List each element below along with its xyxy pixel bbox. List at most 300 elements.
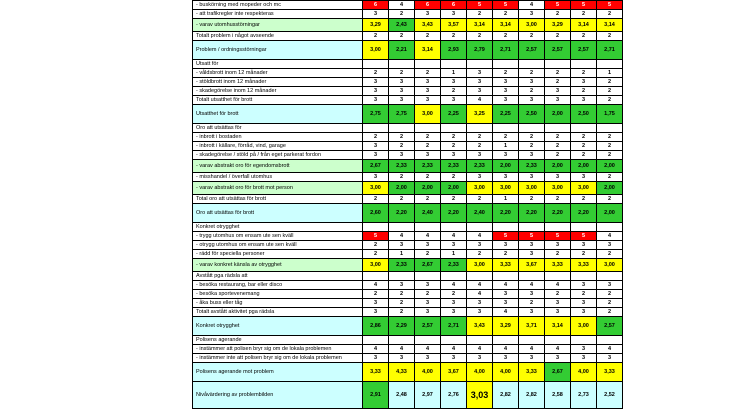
section-header-row bbox=[193, 336, 623, 345]
value-cell: 2,57 bbox=[415, 317, 441, 336]
row-label: - skadegörelse / stöld på / från eget parkerat fordon bbox=[193, 151, 363, 160]
value-cell: 5 bbox=[597, 1, 623, 10]
value-cell: 3,00 bbox=[363, 259, 389, 272]
value-cell bbox=[415, 223, 441, 232]
value-cell: 3 bbox=[389, 354, 415, 363]
value-cell: 4 bbox=[389, 232, 415, 241]
value-cell: 2 bbox=[389, 32, 415, 41]
value-cell: 4 bbox=[389, 345, 415, 354]
table-row bbox=[193, 299, 623, 308]
table-row bbox=[193, 96, 623, 105]
section-header-row bbox=[193, 124, 623, 133]
section-header-row bbox=[193, 60, 623, 69]
value-cell: 2,33 bbox=[441, 259, 467, 272]
value-cell: 2,20 bbox=[519, 204, 545, 223]
value-cell: 3 bbox=[571, 173, 597, 182]
value-cell: 3 bbox=[493, 299, 519, 308]
value-cell: 3 bbox=[467, 87, 493, 96]
value-cell: 2 bbox=[467, 250, 493, 259]
row-label: - att trafikregler inte respekteras bbox=[193, 10, 363, 19]
value-cell: 2,00 bbox=[415, 182, 441, 195]
value-cell: 3 bbox=[363, 151, 389, 160]
value-cell: 2 bbox=[415, 32, 441, 41]
value-cell: 2,75 bbox=[363, 105, 389, 124]
value-cell: 2,50 bbox=[571, 105, 597, 124]
value-cell: 3 bbox=[493, 173, 519, 182]
value-cell: 6 bbox=[363, 1, 389, 10]
value-cell: 2,33 bbox=[415, 160, 441, 173]
table-row bbox=[193, 250, 623, 259]
value-cell: 3 bbox=[441, 151, 467, 160]
value-cell: 4 bbox=[441, 281, 467, 290]
value-cell: 2 bbox=[519, 32, 545, 41]
value-cell: 2,20 bbox=[441, 204, 467, 223]
value-cell: 4 bbox=[493, 308, 519, 317]
value-cell: 3 bbox=[493, 87, 519, 96]
value-cell: 2 bbox=[571, 290, 597, 299]
value-cell: 2 bbox=[519, 299, 545, 308]
value-cell: 5 bbox=[545, 232, 571, 241]
value-cell bbox=[493, 272, 519, 281]
value-cell: 2 bbox=[545, 290, 571, 299]
value-cell: 2 bbox=[571, 195, 597, 204]
row-label: Avstått pga rädsla att bbox=[193, 272, 363, 281]
value-cell: 2 bbox=[363, 133, 389, 142]
value-cell: 3,00 bbox=[363, 41, 389, 60]
value-cell: 4 bbox=[493, 345, 519, 354]
value-cell: 4,33 bbox=[389, 363, 415, 382]
value-cell: 4 bbox=[415, 232, 441, 241]
row-label: Polisens agerande mot problem bbox=[193, 363, 363, 382]
value-cell: 2,20 bbox=[493, 204, 519, 223]
value-cell: 3,00 bbox=[519, 182, 545, 195]
value-cell: 2 bbox=[597, 299, 623, 308]
value-cell: 2 bbox=[597, 308, 623, 317]
value-cell bbox=[571, 60, 597, 69]
value-cell: 2 bbox=[441, 133, 467, 142]
table-row bbox=[193, 281, 623, 290]
value-cell: 3,67 bbox=[519, 259, 545, 272]
total-row bbox=[193, 363, 623, 382]
value-cell: 3,29 bbox=[363, 19, 389, 32]
value-cell: 2,40 bbox=[467, 204, 493, 223]
value-cell: 5 bbox=[519, 232, 545, 241]
value-cell: 3,14 bbox=[545, 317, 571, 336]
value-cell bbox=[545, 223, 571, 232]
value-cell: 5 bbox=[363, 232, 389, 241]
value-cell: 2 bbox=[493, 250, 519, 259]
value-cell: 2 bbox=[519, 87, 545, 96]
row-label: Nivåvärdering av problembilden bbox=[193, 382, 363, 409]
table-row bbox=[193, 173, 623, 182]
value-cell bbox=[571, 272, 597, 281]
value-cell: 2 bbox=[597, 32, 623, 41]
value-cell: 2 bbox=[441, 173, 467, 182]
value-cell bbox=[597, 60, 623, 69]
value-cell: 3 bbox=[571, 96, 597, 105]
value-cell: 2,67 bbox=[415, 259, 441, 272]
value-cell bbox=[467, 272, 493, 281]
value-cell: 3 bbox=[441, 308, 467, 317]
value-cell: 3,00 bbox=[363, 182, 389, 195]
value-cell: 4 bbox=[363, 281, 389, 290]
value-cell: 4 bbox=[363, 345, 389, 354]
value-cell bbox=[415, 272, 441, 281]
value-cell: 4 bbox=[467, 281, 493, 290]
value-cell: 2,00 bbox=[545, 105, 571, 124]
value-cell: 3 bbox=[363, 87, 389, 96]
value-cell: 3 bbox=[571, 345, 597, 354]
value-cell: 2,29 bbox=[389, 317, 415, 336]
value-cell: 4 bbox=[389, 1, 415, 10]
table-row bbox=[193, 195, 623, 204]
table-row bbox=[193, 345, 623, 354]
value-cell: 2 bbox=[441, 195, 467, 204]
value-cell: 3,33 bbox=[597, 363, 623, 382]
value-cell: 5 bbox=[545, 1, 571, 10]
table-row bbox=[193, 1, 623, 10]
value-cell: 2 bbox=[597, 250, 623, 259]
value-cell: 3 bbox=[545, 241, 571, 250]
value-cell: 2 bbox=[363, 69, 389, 78]
value-cell: 2,00 bbox=[571, 160, 597, 173]
value-cell: 3,00 bbox=[545, 182, 571, 195]
value-cell: 3 bbox=[545, 87, 571, 96]
row-label: Problem / ordningsstörningar bbox=[193, 41, 363, 60]
value-cell: 3 bbox=[363, 354, 389, 363]
value-cell: 3 bbox=[415, 87, 441, 96]
value-cell: 3 bbox=[441, 96, 467, 105]
value-cell: 2 bbox=[493, 133, 519, 142]
value-cell: 2,57 bbox=[545, 41, 571, 60]
value-cell: 4 bbox=[441, 232, 467, 241]
value-cell: 2,75 bbox=[389, 105, 415, 124]
row-label: Totalt problem i något avseende bbox=[193, 32, 363, 41]
value-cell: 2,21 bbox=[389, 41, 415, 60]
value-cell: 1 bbox=[441, 250, 467, 259]
value-cell: 4 bbox=[467, 232, 493, 241]
value-cell: 3 bbox=[545, 354, 571, 363]
value-cell: 2,82 bbox=[519, 382, 545, 409]
value-cell: 3 bbox=[363, 142, 389, 151]
value-cell bbox=[389, 60, 415, 69]
row-label: - besöka sportevenemang bbox=[193, 290, 363, 299]
value-cell: 2,33 bbox=[519, 160, 545, 173]
value-cell: 2 bbox=[441, 142, 467, 151]
value-cell bbox=[389, 272, 415, 281]
section-header-row bbox=[193, 272, 623, 281]
row-label: - besöka restaurang, bar eller disco bbox=[193, 281, 363, 290]
value-cell: 3 bbox=[415, 151, 441, 160]
value-cell bbox=[493, 60, 519, 69]
value-cell: 3,33 bbox=[571, 259, 597, 272]
value-cell: 2,57 bbox=[597, 317, 623, 336]
value-cell: 3,14 bbox=[467, 19, 493, 32]
value-cell: 2,73 bbox=[571, 382, 597, 409]
value-cell: 2 bbox=[415, 290, 441, 299]
value-cell: 3,43 bbox=[415, 19, 441, 32]
value-cell: 3,33 bbox=[519, 363, 545, 382]
value-cell: 2 bbox=[415, 173, 441, 182]
value-cell: 2 bbox=[571, 133, 597, 142]
value-cell bbox=[441, 336, 467, 345]
value-cell: 2,48 bbox=[389, 382, 415, 409]
value-cell: 2 bbox=[597, 78, 623, 87]
value-cell: 1 bbox=[389, 250, 415, 259]
table-row bbox=[193, 151, 623, 160]
row-label: - inbrott i bostaden bbox=[193, 133, 363, 142]
value-cell: 4 bbox=[493, 281, 519, 290]
value-cell: 2 bbox=[389, 173, 415, 182]
value-cell: 2 bbox=[389, 133, 415, 142]
value-cell bbox=[545, 60, 571, 69]
row-label: - inbrott i källare, förråd, vind, garage bbox=[193, 142, 363, 151]
value-cell: 3,14 bbox=[571, 19, 597, 32]
value-cell: 3,14 bbox=[415, 41, 441, 60]
value-cell: 2 bbox=[363, 250, 389, 259]
value-cell: 2,20 bbox=[389, 204, 415, 223]
value-cell: 2 bbox=[363, 32, 389, 41]
value-cell: 3 bbox=[571, 241, 597, 250]
value-cell bbox=[493, 336, 519, 345]
value-cell: 2,33 bbox=[389, 160, 415, 173]
value-cell: 2,00 bbox=[545, 160, 571, 173]
value-cell: 4 bbox=[467, 290, 493, 299]
value-cell: 3 bbox=[519, 241, 545, 250]
value-cell: 2 bbox=[389, 299, 415, 308]
value-cell: 3 bbox=[571, 78, 597, 87]
value-cell: 3 bbox=[545, 96, 571, 105]
value-cell: 3 bbox=[545, 308, 571, 317]
value-cell: 2 bbox=[597, 10, 623, 19]
value-cell: 4 bbox=[441, 345, 467, 354]
value-cell: 2,20 bbox=[545, 204, 571, 223]
row-label: Oro att utsättas för brott bbox=[193, 204, 363, 223]
value-cell: 3,33 bbox=[493, 259, 519, 272]
table-row bbox=[193, 32, 623, 41]
value-cell: 2,00 bbox=[493, 160, 519, 173]
value-cell: 3,00 bbox=[571, 182, 597, 195]
value-cell: 3 bbox=[545, 173, 571, 182]
section-header-row bbox=[193, 223, 623, 232]
value-cell: 3 bbox=[519, 354, 545, 363]
value-cell: 3 bbox=[519, 78, 545, 87]
subtotal-row bbox=[193, 182, 623, 195]
value-cell: 5 bbox=[493, 232, 519, 241]
value-cell: 3 bbox=[415, 241, 441, 250]
value-cell: 3 bbox=[467, 299, 493, 308]
value-cell: 3 bbox=[415, 299, 441, 308]
value-cell: 2 bbox=[571, 69, 597, 78]
value-cell: 2,52 bbox=[597, 382, 623, 409]
value-cell: 3,71 bbox=[519, 317, 545, 336]
value-cell: 4 bbox=[519, 1, 545, 10]
value-cell: 3 bbox=[493, 290, 519, 299]
value-cell: 3 bbox=[493, 151, 519, 160]
value-cell: 2 bbox=[415, 69, 441, 78]
value-cell: 2,76 bbox=[441, 382, 467, 409]
value-cell: 3,29 bbox=[545, 19, 571, 32]
table-row bbox=[193, 142, 623, 151]
value-cell: 3,14 bbox=[493, 19, 519, 32]
value-cell: 2,86 bbox=[363, 317, 389, 336]
value-cell: 2 bbox=[493, 69, 519, 78]
value-cell: 2 bbox=[571, 87, 597, 96]
value-cell: 2 bbox=[363, 195, 389, 204]
row-label: - våldsbrott inom 12 månader bbox=[193, 69, 363, 78]
row-label: Oro att utsättas för bbox=[193, 124, 363, 133]
value-cell: 2 bbox=[467, 142, 493, 151]
value-cell bbox=[545, 336, 571, 345]
value-cell bbox=[519, 223, 545, 232]
value-cell: 2,79 bbox=[467, 41, 493, 60]
value-cell: 2 bbox=[545, 250, 571, 259]
value-cell: 3 bbox=[363, 10, 389, 19]
table-row bbox=[193, 87, 623, 96]
value-cell: 2 bbox=[363, 290, 389, 299]
total-row bbox=[193, 382, 623, 409]
value-cell bbox=[415, 124, 441, 133]
value-cell: 2,00 bbox=[441, 182, 467, 195]
value-cell bbox=[597, 124, 623, 133]
value-cell bbox=[467, 223, 493, 232]
value-cell: 3 bbox=[545, 299, 571, 308]
value-cell: 3,03 bbox=[467, 382, 493, 409]
value-cell bbox=[415, 60, 441, 69]
value-cell: 2 bbox=[519, 142, 545, 151]
value-cell: 3 bbox=[467, 78, 493, 87]
value-cell: 3 bbox=[493, 78, 519, 87]
value-cell: 3 bbox=[519, 96, 545, 105]
value-cell: 3,33 bbox=[545, 259, 571, 272]
value-cell: 3 bbox=[467, 151, 493, 160]
value-cell: 2 bbox=[597, 173, 623, 182]
row-label: Totalt avstått aktivitet pga rädsla bbox=[193, 308, 363, 317]
value-cell: 2 bbox=[467, 10, 493, 19]
table-row bbox=[193, 133, 623, 142]
value-cell bbox=[467, 336, 493, 345]
value-cell: 2 bbox=[571, 10, 597, 19]
value-cell: 2 bbox=[571, 250, 597, 259]
value-cell: 2,93 bbox=[441, 41, 467, 60]
value-cell: 2 bbox=[571, 151, 597, 160]
value-cell: 2 bbox=[545, 10, 571, 19]
value-cell: 2 bbox=[545, 69, 571, 78]
value-cell: 2,91 bbox=[363, 382, 389, 409]
value-cell: 3,00 bbox=[467, 259, 493, 272]
value-cell: 2,00 bbox=[597, 204, 623, 223]
value-cell bbox=[363, 60, 389, 69]
value-cell: 4 bbox=[597, 232, 623, 241]
value-cell bbox=[519, 336, 545, 345]
value-cell: 3,57 bbox=[441, 19, 467, 32]
value-cell bbox=[519, 60, 545, 69]
value-cell: 2 bbox=[571, 32, 597, 41]
value-cell: 3 bbox=[467, 69, 493, 78]
value-cell: 2 bbox=[415, 133, 441, 142]
value-cell: 4 bbox=[597, 345, 623, 354]
value-cell bbox=[363, 124, 389, 133]
table-row bbox=[193, 308, 623, 317]
value-cell: 2 bbox=[519, 69, 545, 78]
value-cell: 3 bbox=[389, 96, 415, 105]
value-cell: 2 bbox=[545, 32, 571, 41]
value-cell: 2 bbox=[363, 241, 389, 250]
value-cell: 2,25 bbox=[441, 105, 467, 124]
row-label: - skadegörelse inom 12 månader bbox=[193, 87, 363, 96]
value-cell: 2 bbox=[389, 69, 415, 78]
value-cell: 3 bbox=[467, 308, 493, 317]
value-cell bbox=[441, 272, 467, 281]
value-cell: 3,43 bbox=[467, 317, 493, 336]
value-cell: 2 bbox=[597, 142, 623, 151]
value-cell bbox=[493, 124, 519, 133]
row-label: - rädd för speciella personer bbox=[193, 250, 363, 259]
value-cell: 3 bbox=[363, 78, 389, 87]
value-cell bbox=[389, 124, 415, 133]
table-row bbox=[193, 354, 623, 363]
value-cell: 3 bbox=[597, 241, 623, 250]
total-row bbox=[193, 317, 623, 336]
subtotal-row bbox=[193, 160, 623, 173]
value-cell: 3 bbox=[519, 290, 545, 299]
value-cell: 2 bbox=[545, 142, 571, 151]
value-cell: 2,25 bbox=[493, 105, 519, 124]
row-label: Total oro att utsättas för brott bbox=[193, 195, 363, 204]
value-cell: 2,40 bbox=[415, 204, 441, 223]
value-cell: 2 bbox=[389, 10, 415, 19]
subtotal-row bbox=[193, 19, 623, 32]
value-cell: 3 bbox=[441, 299, 467, 308]
value-cell: 3 bbox=[389, 281, 415, 290]
value-cell: 2,33 bbox=[441, 160, 467, 173]
value-cell: 3 bbox=[415, 96, 441, 105]
value-cell: 3 bbox=[467, 241, 493, 250]
value-cell: 2 bbox=[467, 195, 493, 204]
row-label: Polisens agerande bbox=[193, 336, 363, 345]
row-label: Utsatt för bbox=[193, 60, 363, 69]
row-label: - varav abstrakt oro för egendomsbrott bbox=[193, 160, 363, 173]
value-cell: 3 bbox=[571, 308, 597, 317]
value-cell: 3,67 bbox=[441, 363, 467, 382]
value-cell: 3 bbox=[389, 87, 415, 96]
value-cell bbox=[441, 124, 467, 133]
value-cell: 3,00 bbox=[597, 259, 623, 272]
value-cell bbox=[415, 336, 441, 345]
value-cell: 2 bbox=[597, 87, 623, 96]
value-cell: 6 bbox=[441, 1, 467, 10]
value-cell: 3,33 bbox=[363, 363, 389, 382]
value-cell: 2 bbox=[389, 290, 415, 299]
value-cell: 2,50 bbox=[519, 105, 545, 124]
value-cell: 3 bbox=[441, 78, 467, 87]
value-cell: 4,00 bbox=[415, 363, 441, 382]
table-row bbox=[193, 290, 623, 299]
value-cell: 2 bbox=[467, 133, 493, 142]
total-row bbox=[193, 41, 623, 60]
value-cell: 3,00 bbox=[493, 182, 519, 195]
value-cell: 4 bbox=[519, 345, 545, 354]
value-cell: 2 bbox=[389, 195, 415, 204]
value-cell: 3 bbox=[441, 354, 467, 363]
value-cell: 2 bbox=[597, 195, 623, 204]
value-cell: 2 bbox=[441, 290, 467, 299]
value-cell: 3 bbox=[363, 96, 389, 105]
value-cell: 3 bbox=[467, 354, 493, 363]
value-cell: 3 bbox=[571, 299, 597, 308]
value-cell: 3 bbox=[441, 241, 467, 250]
value-cell: 3 bbox=[519, 250, 545, 259]
